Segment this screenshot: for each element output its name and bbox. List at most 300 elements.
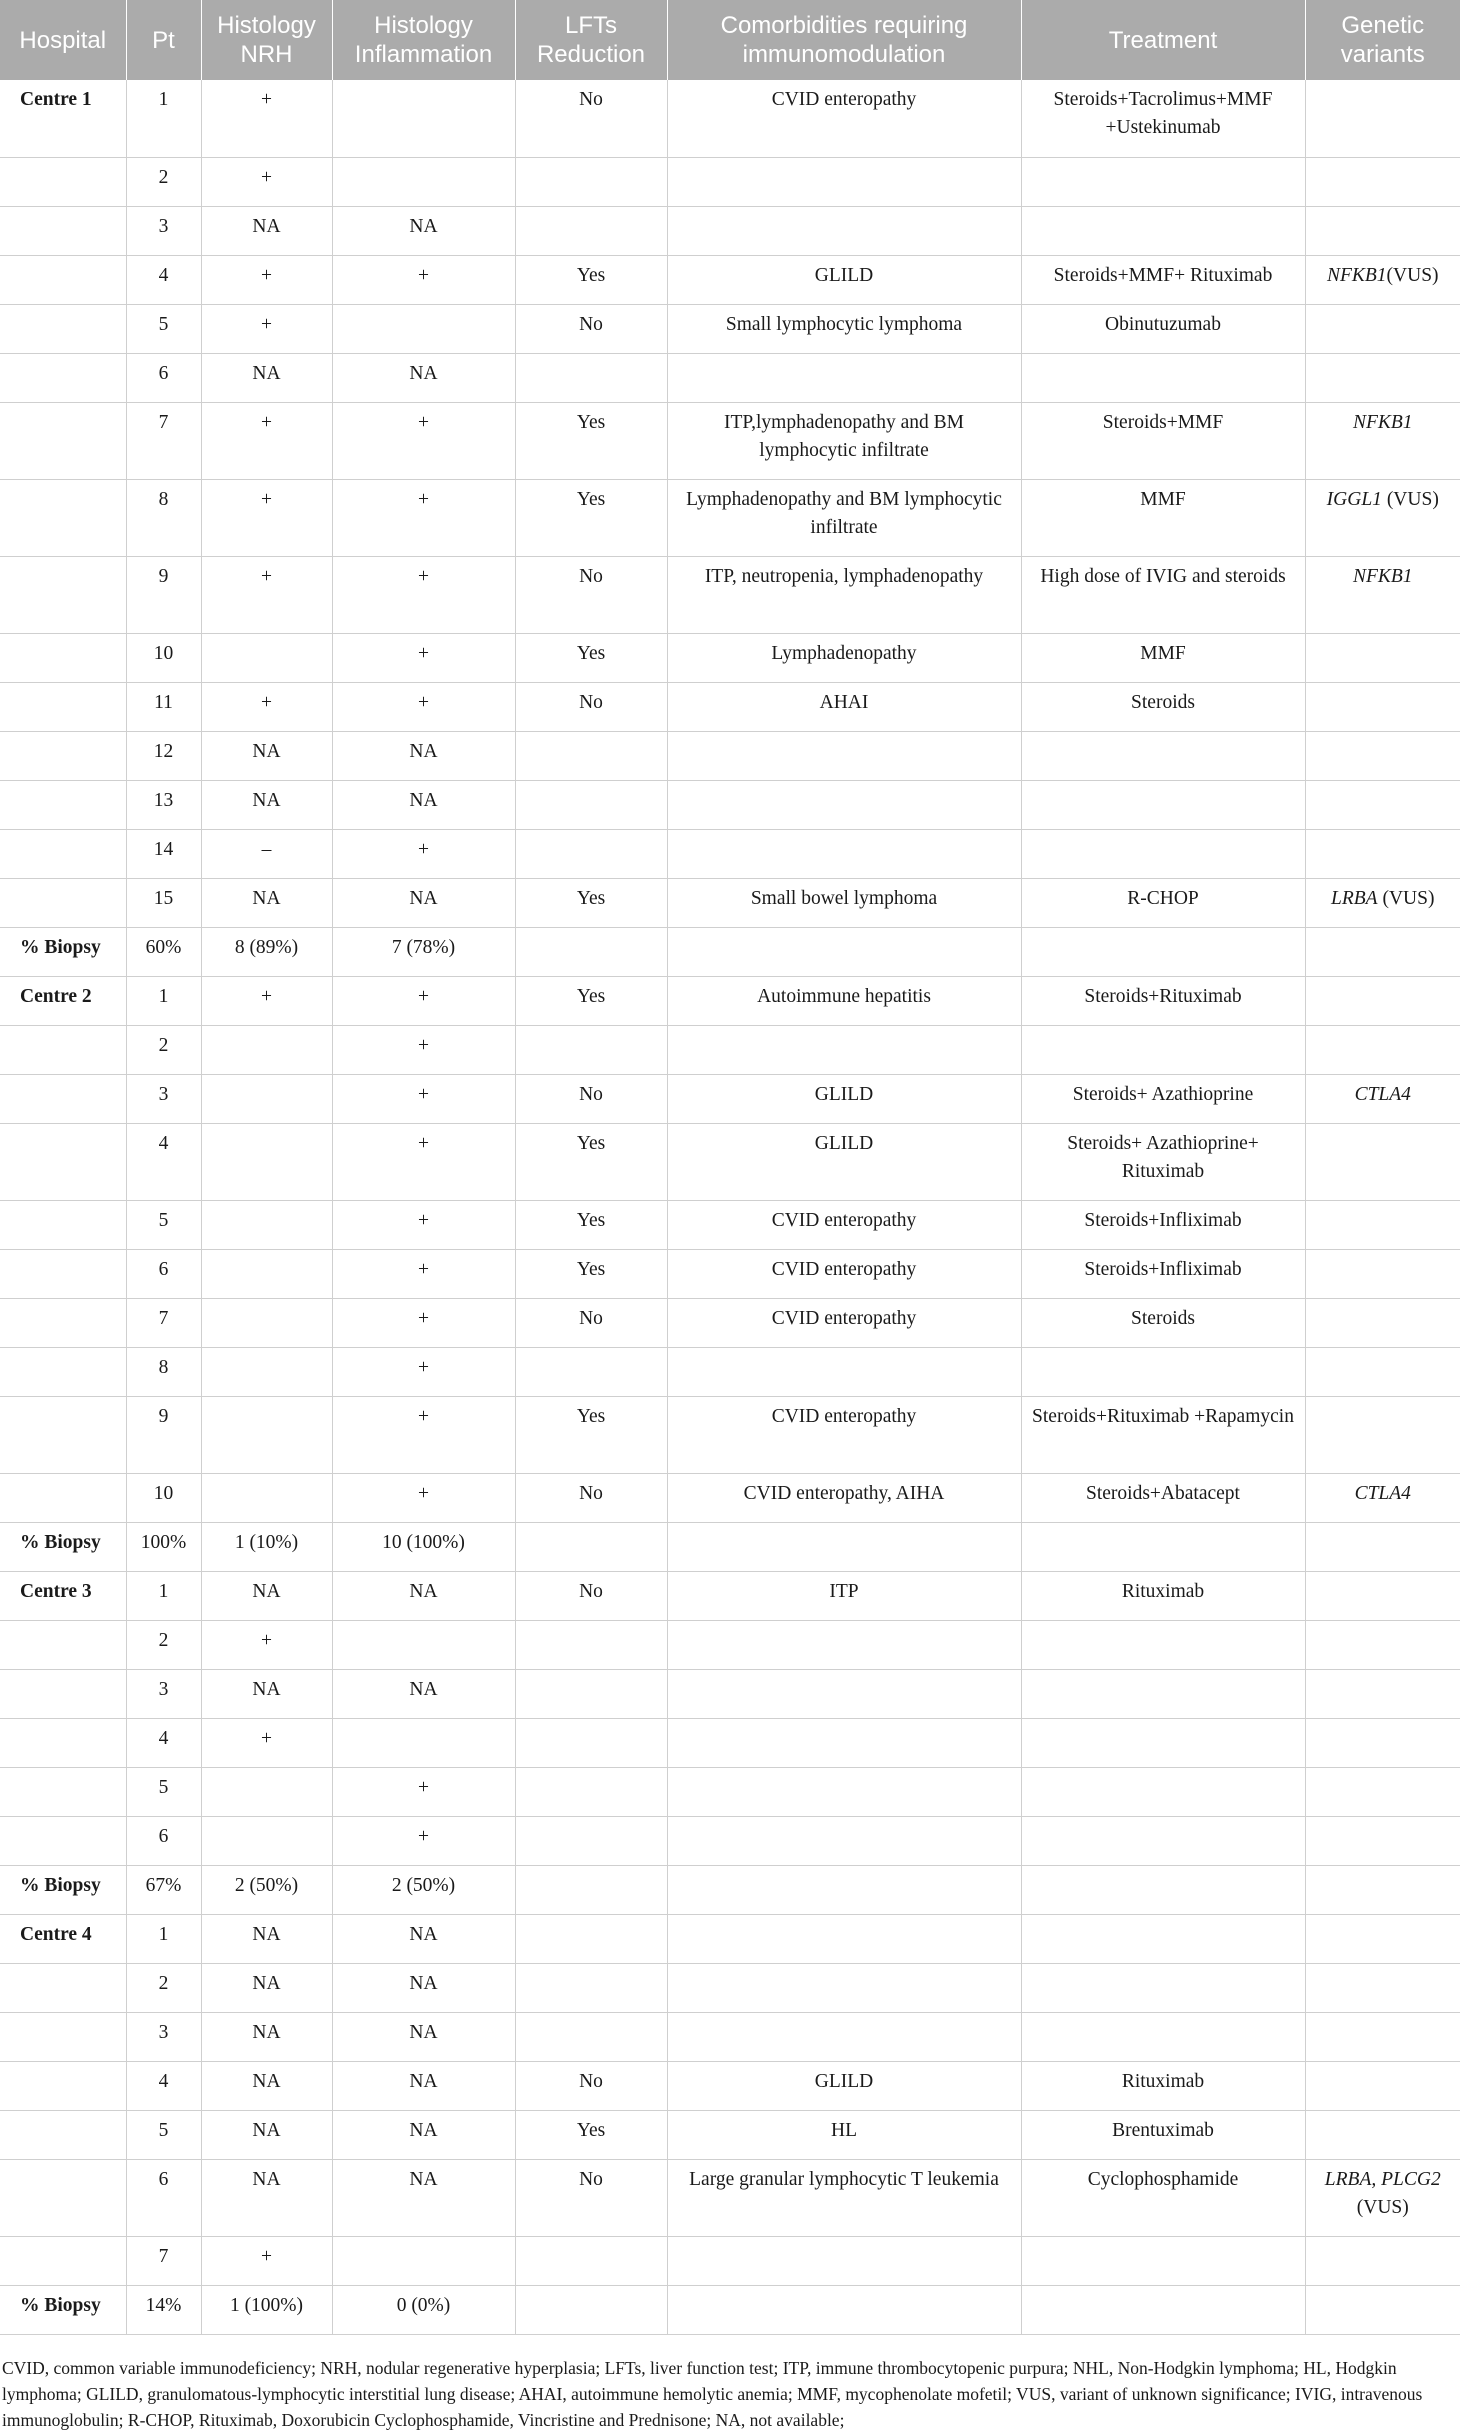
nrh-cell <box>201 633 332 682</box>
treatment-cell: Rituximab <box>1021 2061 1305 2110</box>
genetic-cell <box>1305 1718 1460 1767</box>
inflammation-cell: NA <box>332 206 515 255</box>
header-histology-nrh: Histology NRH <box>201 0 332 80</box>
lfts-cell <box>515 1620 667 1669</box>
pt-cell: 10 <box>126 1473 201 1522</box>
lfts-cell: No <box>515 2159 667 2236</box>
treatment-cell <box>1021 2012 1305 2061</box>
lfts-cell: Yes <box>515 878 667 927</box>
pt-cell: 14 <box>126 829 201 878</box>
gene-name: NFKB1 <box>1352 565 1413 587</box>
treatment-cell: Steroids+ Azathioprine+ Rituximab <box>1021 1123 1305 1200</box>
lfts-cell <box>515 2236 667 2285</box>
treatment-cell <box>1021 157 1305 206</box>
inflammation-cell: + <box>332 1473 515 1522</box>
nrh-cell: NA <box>201 878 332 927</box>
genetic-cell <box>1305 2061 1460 2110</box>
table-row <box>0 1767 1460 1816</box>
genetic-cell <box>1305 878 1460 927</box>
treatment-cell <box>1021 1767 1305 1816</box>
genetic-cell <box>1305 2159 1460 2236</box>
inflammation-cell: NA <box>332 2061 515 2110</box>
treatment-cell <box>1021 927 1305 976</box>
treatment-cell <box>1021 1718 1305 1767</box>
lfts-cell: Yes <box>515 2110 667 2159</box>
comorbidities-cell: Lymphadenopathy <box>667 633 1021 682</box>
inflammation-cell: NA <box>332 780 515 829</box>
treatment-cell: Steroids+Infliximab <box>1021 1200 1305 1249</box>
treatment-cell <box>1021 731 1305 780</box>
genetic-cell <box>1305 780 1460 829</box>
summary-row <box>0 927 1460 976</box>
inflammation-cell: NA <box>332 2159 515 2236</box>
gene-name: IGGL1 <box>1326 488 1382 510</box>
inflammation-cell: NA <box>332 1963 515 2012</box>
lfts-cell: No <box>515 1473 667 1522</box>
lfts-cell <box>515 1669 667 1718</box>
treatment-cell <box>1021 2236 1305 2285</box>
nrh-cell <box>201 1074 332 1123</box>
table-row <box>0 1249 1460 1298</box>
treatment-cell: R-CHOP <box>1021 878 1305 927</box>
hospital-cell <box>0 206 126 255</box>
hospital-cell <box>0 1620 126 1669</box>
pt-cell: 2 <box>126 1025 201 1074</box>
hospital-cell <box>0 1473 126 1522</box>
lfts-cell: No <box>515 682 667 731</box>
pt-cell: 4 <box>126 1123 201 1200</box>
nrh-cell <box>201 1200 332 1249</box>
table-row <box>0 2061 1460 2110</box>
inflammation-cell: 0 (0%) <box>332 2285 515 2334</box>
nrh-cell: NA <box>201 2110 332 2159</box>
table-row <box>0 1396 1460 1473</box>
treatment-cell: High dose of IVIG and steroids <box>1021 556 1305 633</box>
nrh-cell <box>201 1347 332 1396</box>
genetic-cell <box>1305 1298 1460 1347</box>
header-histology-inflammation: Histology Inflammation <box>332 0 515 80</box>
table-row <box>0 479 1460 556</box>
gene-name: NFKB1 <box>1352 411 1413 433</box>
nrh-cell: NA <box>201 1963 332 2012</box>
treatment-cell: Steroids <box>1021 1298 1305 1347</box>
inflammation-cell: + <box>332 1767 515 1816</box>
lfts-cell <box>515 1522 667 1571</box>
hospital-cell <box>0 1025 126 1074</box>
pt-cell: 3 <box>126 1074 201 1123</box>
gene-name: NFKB1 <box>1326 264 1387 286</box>
pt-cell: 1 <box>126 976 201 1025</box>
genetic-cell <box>1305 1669 1460 1718</box>
table-row <box>0 80 1460 157</box>
lfts-cell: Yes <box>515 479 667 556</box>
nrh-cell <box>201 1249 332 1298</box>
comorbidities-cell: CVID enteropathy <box>667 1298 1021 1347</box>
gene-name: LRBA, PLCG2 <box>1324 2168 1441 2190</box>
nrh-cell: + <box>201 304 332 353</box>
lfts-cell: Yes <box>515 1123 667 1200</box>
table-row <box>0 1200 1460 1249</box>
comorbidities-cell: GLILD <box>667 255 1021 304</box>
pt-cell: 2 <box>126 157 201 206</box>
hospital-cell <box>0 1396 126 1473</box>
table-row <box>0 157 1460 206</box>
comorbidities-cell <box>667 206 1021 255</box>
comorbidities-cell <box>667 780 1021 829</box>
table-row <box>0 1620 1460 1669</box>
pt-cell: 6 <box>126 353 201 402</box>
comorbidities-cell <box>667 927 1021 976</box>
pt-cell: 2 <box>126 1620 201 1669</box>
treatment-cell <box>1021 1865 1305 1914</box>
comorbidities-cell: CVID enteropathy <box>667 1249 1021 1298</box>
genetic-cell <box>1305 731 1460 780</box>
lfts-cell: Yes <box>515 255 667 304</box>
hospital-cell <box>0 1298 126 1347</box>
header-lfts-reduction: LFTs Reduction <box>515 0 667 80</box>
genetic-cell <box>1305 402 1460 479</box>
variant-note: (VUS) <box>1377 887 1435 909</box>
genetic-cell <box>1305 1347 1460 1396</box>
inflammation-cell: NA <box>332 2012 515 2061</box>
comorbidities-cell <box>667 2285 1021 2334</box>
table-row <box>0 1123 1460 1200</box>
header-hospital: Hospital <box>0 0 126 80</box>
nrh-cell: NA <box>201 1914 332 1963</box>
table-row <box>0 682 1460 731</box>
inflammation-cell: + <box>332 479 515 556</box>
hospital-cell <box>0 556 126 633</box>
treatment-cell: Steroids+Abatacept <box>1021 1473 1305 1522</box>
comorbidities-cell <box>667 1025 1021 1074</box>
genetic-cell <box>1305 633 1460 682</box>
pt-cell: 9 <box>126 556 201 633</box>
pt-cell: 12 <box>126 731 201 780</box>
pt-cell: 14% <box>126 2285 201 2334</box>
inflammation-cell <box>332 157 515 206</box>
inflammation-cell <box>332 2236 515 2285</box>
pt-cell: 1 <box>126 1571 201 1620</box>
comorbidities-cell <box>667 829 1021 878</box>
treatment-cell <box>1021 1522 1305 1571</box>
genetic-cell <box>1305 1074 1460 1123</box>
hospital-cell <box>0 255 126 304</box>
table-row <box>0 780 1460 829</box>
table-row <box>0 1298 1460 1347</box>
pt-cell: 11 <box>126 682 201 731</box>
lfts-cell <box>515 731 667 780</box>
genetic-cell <box>1305 1249 1460 1298</box>
pt-cell: 9 <box>126 1396 201 1473</box>
pt-cell: 13 <box>126 780 201 829</box>
lfts-cell <box>515 353 667 402</box>
genetic-cell <box>1305 304 1460 353</box>
lfts-cell: No <box>515 1298 667 1347</box>
genetic-cell <box>1305 206 1460 255</box>
inflammation-cell: NA <box>332 1669 515 1718</box>
hospital-cell: % Biopsy <box>0 1522 126 1571</box>
nrh-cell <box>201 1767 332 1816</box>
treatment-cell: Steroids+Tacrolimus+MMF +Ustekinumab <box>1021 80 1305 157</box>
genetic-cell <box>1305 353 1460 402</box>
comorbidities-cell <box>667 157 1021 206</box>
treatment-cell: Steroids <box>1021 682 1305 731</box>
inflammation-cell: NA <box>332 1571 515 1620</box>
nrh-cell: 8 (89%) <box>201 927 332 976</box>
table-row <box>0 556 1460 633</box>
table-row <box>0 2110 1460 2159</box>
treatment-cell: Rituximab <box>1021 1571 1305 1620</box>
treatment-cell: Steroids+MMF+ Rituximab <box>1021 255 1305 304</box>
treatment-cell: Brentuximab <box>1021 2110 1305 2159</box>
lfts-cell: Yes <box>515 633 667 682</box>
inflammation-cell: + <box>332 633 515 682</box>
table-row <box>0 731 1460 780</box>
lfts-cell <box>515 2012 667 2061</box>
lfts-cell: No <box>515 80 667 157</box>
inflammation-cell: + <box>332 1298 515 1347</box>
summary-row <box>0 2285 1460 2334</box>
nrh-cell <box>201 1396 332 1473</box>
treatment-cell <box>1021 1914 1305 1963</box>
treatment-cell <box>1021 1963 1305 2012</box>
comorbidities-cell: GLILD <box>667 1074 1021 1123</box>
hospital-cell <box>0 2012 126 2061</box>
nrh-cell: NA <box>201 2159 332 2236</box>
genetic-cell <box>1305 1025 1460 1074</box>
table-row <box>0 1669 1460 1718</box>
nrh-cell: + <box>201 976 332 1025</box>
comorbidities-cell <box>667 1767 1021 1816</box>
table-row <box>0 1473 1460 1522</box>
nrh-cell <box>201 1123 332 1200</box>
inflammation-cell: + <box>332 255 515 304</box>
nrh-cell: + <box>201 2236 332 2285</box>
nrh-cell: NA <box>201 1669 332 1718</box>
genetic-cell <box>1305 829 1460 878</box>
hospital-cell <box>0 2159 126 2236</box>
hospital-cell <box>0 780 126 829</box>
inflammation-cell <box>332 80 515 157</box>
treatment-cell <box>1021 206 1305 255</box>
table-row <box>0 255 1460 304</box>
hospital-cell: % Biopsy <box>0 2285 126 2334</box>
nrh-cell: NA <box>201 2061 332 2110</box>
hospital-cell <box>0 1249 126 1298</box>
pt-cell: 67% <box>126 1865 201 1914</box>
comorbidities-cell <box>667 2236 1021 2285</box>
nrh-cell <box>201 1816 332 1865</box>
inflammation-cell: + <box>332 829 515 878</box>
genetic-cell <box>1305 1914 1460 1963</box>
pt-cell: 5 <box>126 1767 201 1816</box>
lfts-cell: No <box>515 1074 667 1123</box>
hospital-cell: Centre 4 <box>0 1914 126 1963</box>
nrh-cell: 1 (100%) <box>201 2285 332 2334</box>
lfts-cell <box>515 1718 667 1767</box>
treatment-cell: Steroids+ Azathioprine <box>1021 1074 1305 1123</box>
nrh-cell: + <box>201 556 332 633</box>
table-row <box>0 2236 1460 2285</box>
pt-cell: 8 <box>126 479 201 556</box>
inflammation-cell: + <box>332 1123 515 1200</box>
comorbidities-cell: Large granular lymphocytic T leukemia <box>667 2159 1021 2236</box>
table-header <box>0 0 1460 80</box>
comorbidities-cell: GLILD <box>667 1123 1021 1200</box>
inflammation-cell <box>332 1620 515 1669</box>
lfts-cell: No <box>515 304 667 353</box>
inflammation-cell: + <box>332 682 515 731</box>
pt-cell: 15 <box>126 878 201 927</box>
pt-cell: 4 <box>126 2061 201 2110</box>
hospital-cell <box>0 682 126 731</box>
table-row <box>0 1963 1460 2012</box>
genetic-cell <box>1305 1620 1460 1669</box>
comorbidities-cell <box>667 731 1021 780</box>
inflammation-cell <box>332 1718 515 1767</box>
nrh-cell: NA <box>201 780 332 829</box>
nrh-cell <box>201 1473 332 1522</box>
header-genetic-variants: Genetic variants <box>1305 0 1460 80</box>
lfts-cell: No <box>515 1571 667 1620</box>
pt-cell: 2 <box>126 1963 201 2012</box>
nrh-cell: + <box>201 157 332 206</box>
comorbidities-cell <box>667 1816 1021 1865</box>
hospital-cell <box>0 2061 126 2110</box>
hospital-cell: Centre 1 <box>0 80 126 157</box>
table-row <box>0 976 1460 1025</box>
lfts-cell <box>515 1865 667 1914</box>
genetic-cell <box>1305 556 1460 633</box>
lfts-cell: No <box>515 2061 667 2110</box>
hospital-cell: Centre 3 <box>0 1571 126 1620</box>
pt-cell: 1 <box>126 1914 201 1963</box>
nrh-cell: NA <box>201 206 332 255</box>
hospital-cell <box>0 633 126 682</box>
comorbidities-cell: Lymphadenopathy and BM lymphocytic infiltrate <box>667 479 1021 556</box>
inflammation-cell: + <box>332 976 515 1025</box>
pt-cell: 3 <box>126 1669 201 1718</box>
pt-cell: 5 <box>126 304 201 353</box>
pt-cell: 7 <box>126 2236 201 2285</box>
nrh-cell: + <box>201 1718 332 1767</box>
comorbidities-cell <box>667 1718 1021 1767</box>
comorbidities-cell: Small bowel lymphoma <box>667 878 1021 927</box>
treatment-cell: Obinutuzumab <box>1021 304 1305 353</box>
treatment-cell <box>1021 2285 1305 2334</box>
treatment-cell: Steroids+MMF <box>1021 402 1305 479</box>
treatment-cell <box>1021 1669 1305 1718</box>
inflammation-cell: + <box>332 1347 515 1396</box>
hospital-cell <box>0 878 126 927</box>
comorbidities-cell <box>667 2012 1021 2061</box>
comorbidities-cell <box>667 1669 1021 1718</box>
table-row <box>0 1347 1460 1396</box>
genetic-cell <box>1305 2285 1460 2334</box>
inflammation-cell: 2 (50%) <box>332 1865 515 1914</box>
hospital-cell <box>0 1816 126 1865</box>
summary-row <box>0 1865 1460 1914</box>
pt-cell: 6 <box>126 1816 201 1865</box>
variant-note: (VUS) <box>1386 264 1439 286</box>
lfts-cell <box>515 1914 667 1963</box>
hospital-cell <box>0 157 126 206</box>
treatment-cell <box>1021 1816 1305 1865</box>
comorbidities-cell: CVID enteropathy <box>667 80 1021 157</box>
nrh-cell <box>201 1025 332 1074</box>
inflammation-cell: NA <box>332 1914 515 1963</box>
genetic-cell <box>1305 1571 1460 1620</box>
pt-cell: 5 <box>126 2110 201 2159</box>
comorbidities-cell <box>667 1522 1021 1571</box>
genetic-cell <box>1305 1473 1460 1522</box>
table-footnote: CVID, common variable immunodeficiency; NRH, nodular regenerative hyperplasia; LFTs, liver function test; ITP, immune thrombocytopenic purpura; NHL, Non-Hodgkin lymphoma; HL, Hodgkin lymphoma; GLILD, granulomatous-lymphocytic interstitial lung disease; AHAI, autoimmune hemolytic anemia; MMF, mycophenolate mofetil; VUS, variant of unknown significance; IVIG, intravenous immunoglobulin; R-CHOP, Rituximab, Doxorubicin Cyclophosphamide, Vincristine and Prednisone; NA, not available; <box>2 2357 1423 2430</box>
treatment-cell <box>1021 1620 1305 1669</box>
pt-cell: 6 <box>126 1249 201 1298</box>
pt-cell: 4 <box>126 1718 201 1767</box>
inflammation-cell: + <box>332 1200 515 1249</box>
lfts-cell: Yes <box>515 1200 667 1249</box>
comorbidities-cell: Small lymphocytic lymphoma <box>667 304 1021 353</box>
pt-cell: 3 <box>126 2012 201 2061</box>
genetic-cell <box>1305 255 1460 304</box>
genetic-cell <box>1305 1865 1460 1914</box>
comorbidities-cell: CVID enteropathy, AIHA <box>667 1473 1021 1522</box>
nrh-cell: + <box>201 402 332 479</box>
hospital-cell <box>0 1200 126 1249</box>
pt-cell: 6 <box>126 2159 201 2236</box>
genetic-cell <box>1305 80 1460 157</box>
genetic-cell <box>1305 2012 1460 2061</box>
pt-cell: 5 <box>126 1200 201 1249</box>
hospital-cell <box>0 731 126 780</box>
comorbidities-cell <box>667 353 1021 402</box>
table-row <box>0 878 1460 927</box>
genetic-cell <box>1305 976 1460 1025</box>
genetic-cell <box>1305 1522 1460 1571</box>
nrh-cell: 1 (10%) <box>201 1522 332 1571</box>
lfts-cell <box>515 2285 667 2334</box>
hospital-cell: % Biopsy <box>0 1865 126 1914</box>
comorbidities-cell: ITP,lymphadenopathy and BM lymphocytic infiltrate <box>667 402 1021 479</box>
lfts-cell <box>515 829 667 878</box>
genetic-cell <box>1305 1767 1460 1816</box>
table-body <box>0 80 1460 2334</box>
lfts-cell: Yes <box>515 1249 667 1298</box>
inflammation-cell: + <box>332 1249 515 1298</box>
inflammation-cell: NA <box>332 353 515 402</box>
genetic-cell <box>1305 479 1460 556</box>
genetic-cell <box>1305 157 1460 206</box>
table-row <box>0 402 1460 479</box>
hospital-cell <box>0 1074 126 1123</box>
table-row <box>0 1914 1460 1963</box>
treatment-cell <box>1021 1347 1305 1396</box>
nrh-cell: – <box>201 829 332 878</box>
comorbidities-cell: ITP <box>667 1571 1021 1620</box>
pt-cell: 8 <box>126 1347 201 1396</box>
hospital-cell <box>0 1963 126 2012</box>
lfts-cell <box>515 206 667 255</box>
hospital-cell <box>0 2236 126 2285</box>
pt-cell: 7 <box>126 1298 201 1347</box>
nrh-cell: + <box>201 1620 332 1669</box>
nrh-cell: NA <box>201 2012 332 2061</box>
header-pt: Pt <box>126 0 201 80</box>
nrh-cell: + <box>201 255 332 304</box>
inflammation-cell: + <box>332 1396 515 1473</box>
pt-cell: 4 <box>126 255 201 304</box>
